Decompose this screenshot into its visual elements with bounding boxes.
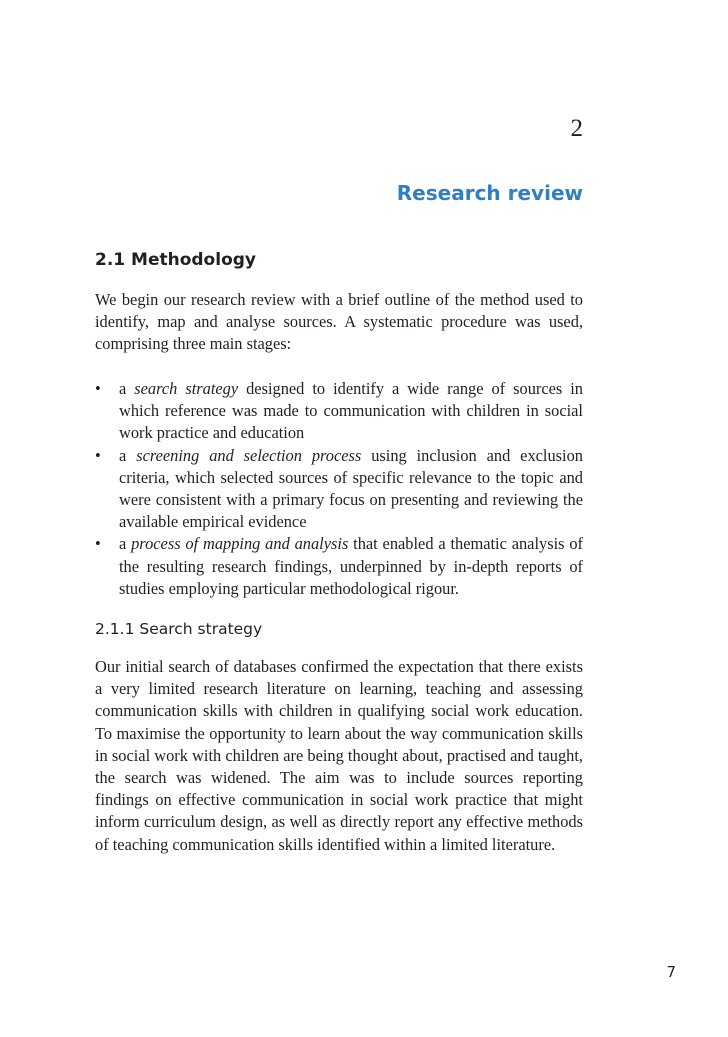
subsection-heading: 2.1.1 Search strategy xyxy=(95,620,263,638)
bullet-emphasis: screening and selection process xyxy=(136,445,362,465)
page-number: 7 xyxy=(666,963,676,981)
bullet-text: designed to identify a wide range of sources in which reference was made to communication with children in social work practice and education xyxy=(119,379,584,443)
bullet-text: that enabled a thematic analysis of the resulting research findings, underpinned by in-depth reports of studies employing particular methodological rigour. xyxy=(119,534,584,598)
intro-paragraph: We begin our research review with a brief outline of the method used to identify, map and analyse sources. A systematic procedure was used, comprising three main stages: xyxy=(95,290,583,354)
section-heading: 2.1 Methodology xyxy=(95,250,256,270)
bullet-text: using inclusion and exclusion criteria, which selected sources of specific relevance to the topic and were consistent with a primary focus on presenting and reviewing the available empirical evidence xyxy=(119,445,584,532)
bullet-emphasis: process of mapping and analysis xyxy=(131,534,349,554)
chapter-number: 2 xyxy=(570,115,583,142)
bullet-prefix: a xyxy=(119,379,135,398)
list-item xyxy=(95,445,583,534)
chapter-title: Research review xyxy=(396,181,583,205)
bullet-icon: • xyxy=(95,445,101,465)
bullet-icon: • xyxy=(95,379,101,398)
bullet-icon: • xyxy=(95,534,101,554)
bullet-prefix: a xyxy=(119,534,132,554)
bullet-emphasis: search strategy xyxy=(134,379,239,398)
bullet-prefix: a xyxy=(119,445,137,465)
search-strategy-paragraph: Our initial search of databases confirmed the expectation that there exists a very limited research literature on learning, teaching and assessing communication skills with children in qualifying social work education. To maximise the opportunity to learn about the way communication skills in social work with children are being thought about, practised and taught, the search was widened. The aim was to include sources reporting findings on effective communication in social work practice that might inform curriculum design, as well as directly report any effective methods of teaching communication skills identified within a limited literature. xyxy=(95,657,583,854)
stages-list xyxy=(95,378,583,600)
list-item xyxy=(95,533,583,600)
list-item xyxy=(95,378,583,445)
